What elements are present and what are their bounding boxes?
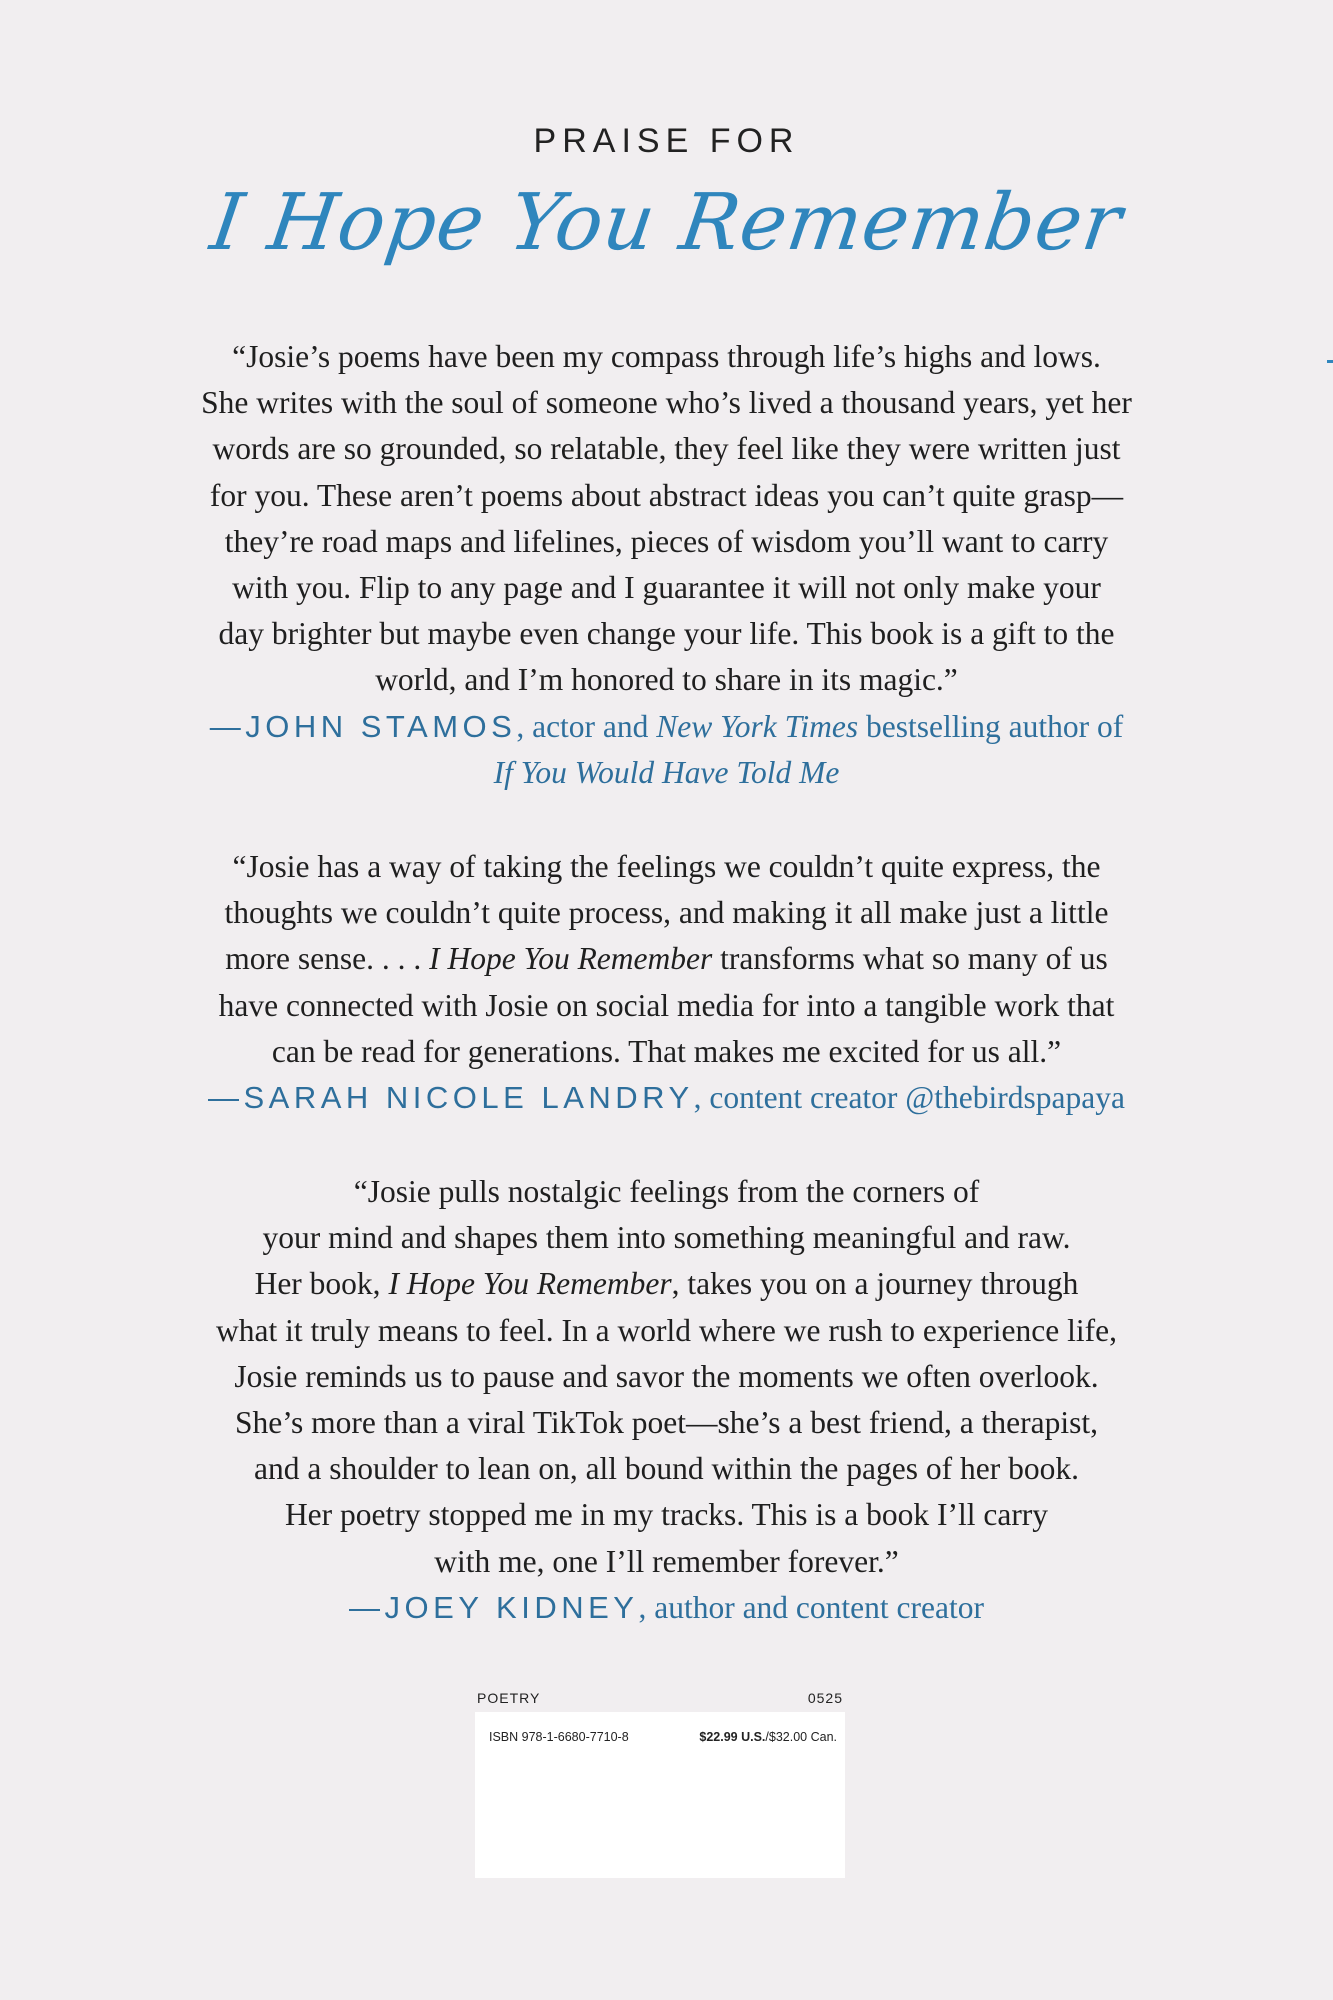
quote-sarah-nicole-landry bbox=[130, 844, 1203, 1121]
quote-line: She’s more than a viral TikTok poet—she’s a best friend, a therapist, bbox=[234, 1405, 1099, 1441]
book-title-script: I Hope You Remember bbox=[205, 178, 1128, 268]
attribution-name: —JOEY KIDNEY bbox=[349, 1589, 639, 1625]
quote-line: with me, one I’ll remember forever.” bbox=[434, 1543, 899, 1579]
barcode-area bbox=[475, 1690, 845, 1878]
attribution-role: , actor and bbox=[516, 708, 657, 744]
quote-line: “Josie pulls nostalgic feelings from the corners of bbox=[353, 1174, 980, 1209]
attribution-name: —SARAH NICOLE LANDRY bbox=[208, 1080, 694, 1116]
praise-for-heading: PRAISE FOR bbox=[533, 122, 800, 160]
price-us: $22.99 U.S. bbox=[699, 1730, 766, 1744]
barcode-box bbox=[475, 1712, 845, 1878]
quote-attribution bbox=[130, 1075, 1203, 1121]
price-code: 0525 bbox=[807, 1690, 843, 1706]
attribution-book: If You Would Have Told Me bbox=[493, 754, 840, 790]
quote-line: “Josie has a way of taking the feelings we couldn’t quite express, the bbox=[232, 849, 1101, 884]
quote-line: and a shoulder to lean on, all bound within the pages of her book. bbox=[254, 1451, 1079, 1487]
quote-line: “Josie’s poems have been my compass through life’s highs and lows. bbox=[232, 339, 1101, 374]
quote-line-cont: transforms what so many of us bbox=[712, 941, 1108, 977]
quote-john-stamos bbox=[130, 334, 1203, 796]
attribution-role-cont: bestselling author of bbox=[858, 708, 1124, 744]
barcode-header bbox=[475, 1690, 845, 1712]
quote-joey-kidney bbox=[130, 1169, 1203, 1631]
attribution-role: , author and content creator bbox=[638, 1589, 984, 1625]
quote-line: world, and I’m honored to share in its magic.” bbox=[375, 662, 958, 698]
quote-line: can be read for generations. That makes me excited for us all.” bbox=[271, 1033, 1062, 1069]
quote-line: with you. Flip to any page and I guarantee it will not only make your bbox=[232, 570, 1101, 606]
quote-line: day brighter but maybe even change your life. This book is a gift to the bbox=[218, 616, 1115, 652]
attribution-role: , content creator @thebirdspapaya bbox=[693, 1080, 1125, 1116]
quote-line: She writes with the soul of someone who’s lived a thousand years, yet her bbox=[201, 385, 1132, 421]
quote-line: your mind and shapes them into something meaningful and raw. bbox=[262, 1220, 1071, 1256]
quote-line: Josie reminds us to pause and savor the moments we often overlook. bbox=[234, 1358, 1099, 1394]
price-can: /$32.00 Can. bbox=[765, 1730, 837, 1744]
quote-line: thoughts we couldn’t quite process, and making it all make just a little bbox=[224, 895, 1109, 931]
quote-text bbox=[130, 844, 1203, 1075]
quote-line: more sense. . . . bbox=[225, 941, 430, 977]
isbn-text: ISBN 978-1-6680-7710-8 bbox=[489, 1730, 629, 1744]
quote-line: Her book, bbox=[254, 1266, 389, 1302]
quote-line: Her poetry stopped me in my tracks. This is a book I’ll carry bbox=[284, 1497, 1049, 1533]
quote-book-title: I Hope You Remember bbox=[429, 941, 713, 977]
quote-line: words are so grounded, so relatable, they feel like they were written just bbox=[212, 431, 1121, 467]
edge-mark bbox=[1327, 360, 1333, 363]
quote-line: they’re road maps and lifelines, pieces of wisdom you’ll want to carry bbox=[224, 523, 1109, 559]
attribution-publication: New York Times bbox=[656, 708, 859, 744]
quote-text bbox=[130, 334, 1203, 704]
quote-line: have connected with Josie on social media for into a tangible work that bbox=[218, 987, 1115, 1023]
genre-label: POETRY bbox=[477, 1690, 541, 1706]
quote-line-cont: , takes you on a journey through bbox=[671, 1266, 1079, 1302]
quote-book-title: I Hope You Remember bbox=[388, 1266, 672, 1302]
price-text bbox=[699, 1730, 837, 1744]
quote-line: for you. These aren’t poems about abstract ideas you can’t quite grasp— bbox=[209, 477, 1124, 513]
quote-attribution bbox=[130, 704, 1203, 796]
attribution-name: —JOHN STAMOS bbox=[209, 708, 517, 744]
quote-line: what it truly means to feel. In a world where we rush to experience life, bbox=[216, 1312, 1117, 1348]
quote-attribution bbox=[130, 1585, 1203, 1631]
quote-text bbox=[130, 1169, 1203, 1585]
